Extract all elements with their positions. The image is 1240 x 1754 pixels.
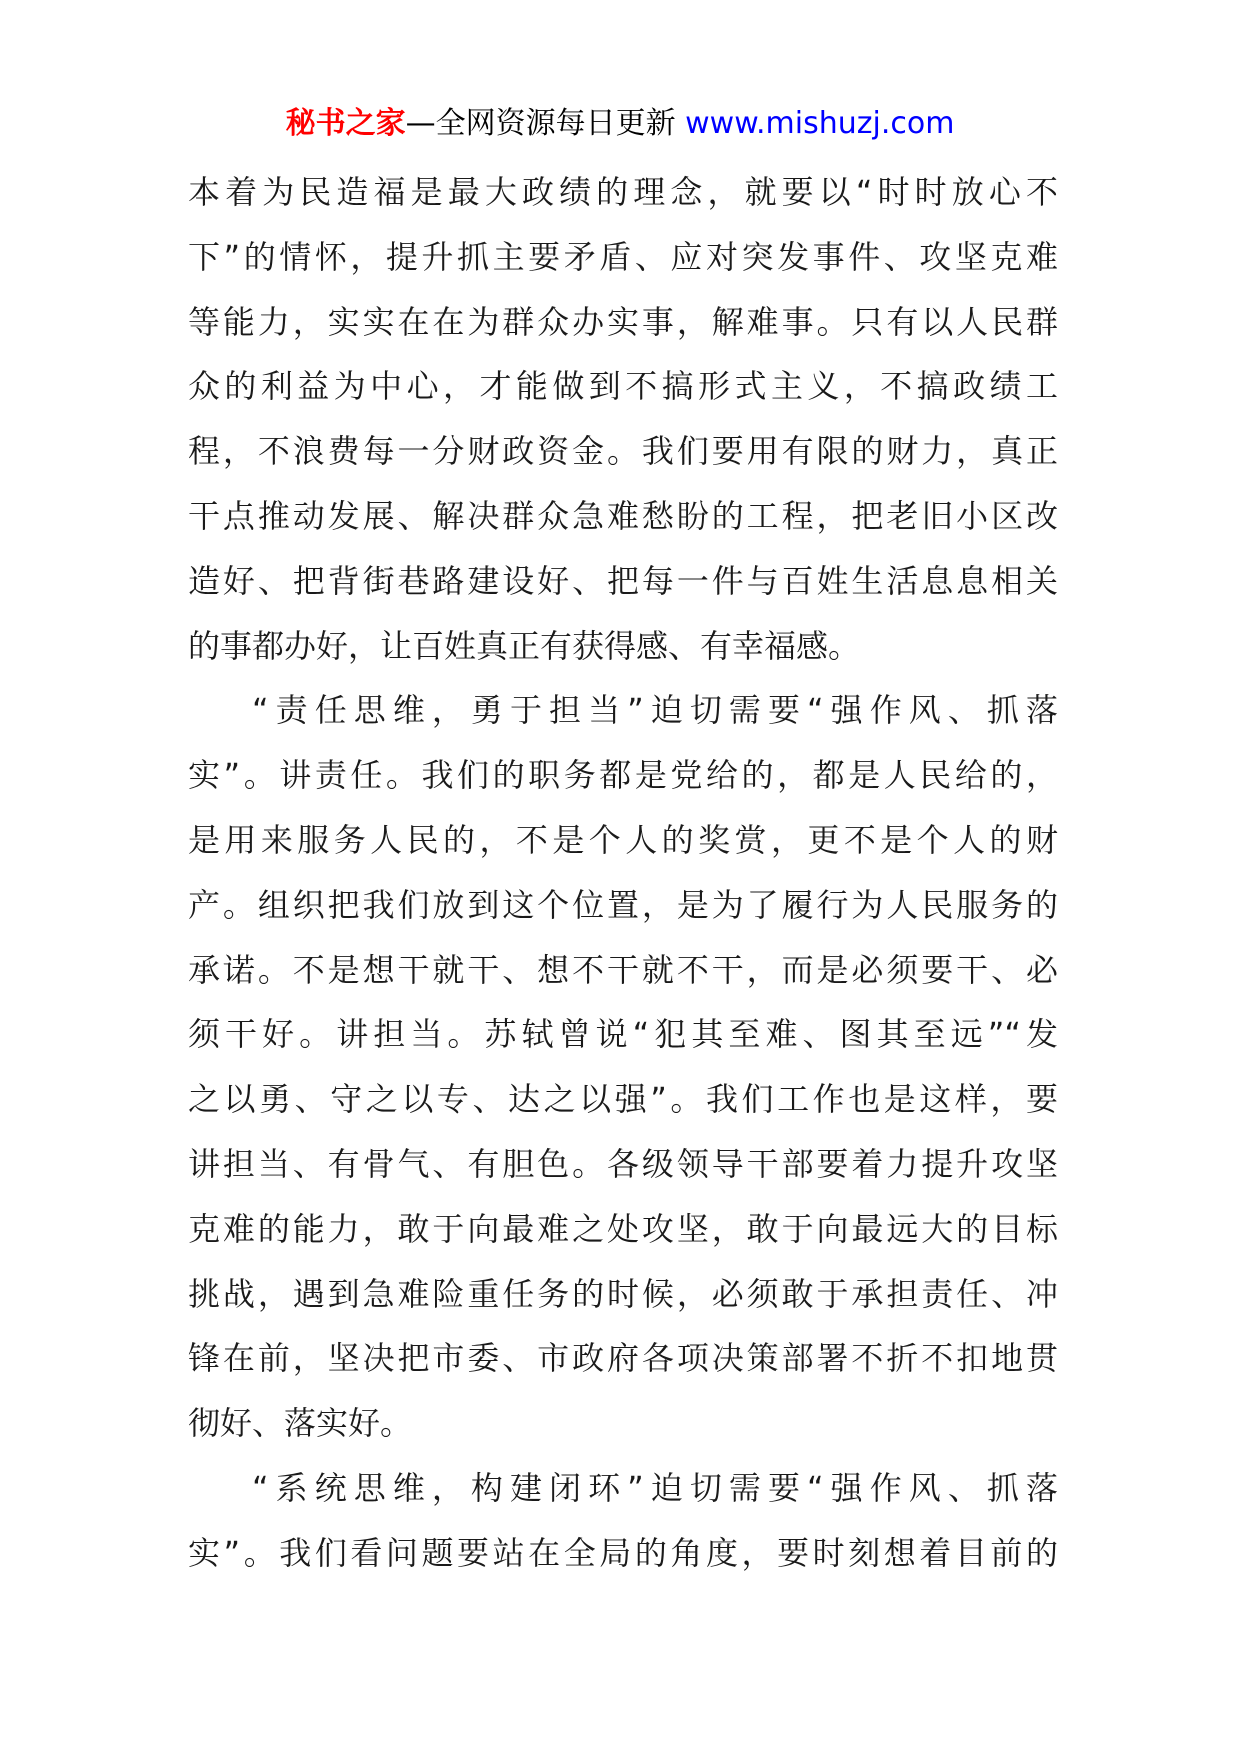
text-line: 等能力，实实在在为群众办实事，解难事。只有以人民群 [188,302,1058,341]
text-line: 下”的情怀，提升抓主要矛盾、应对突发事件、攻坚克难 [188,237,1058,276]
text-line: 实”。讲责任。我们的职务都是党给的，都是人民给的， [188,756,1058,795]
text-line: 众的利益为中心，才能做到不搞形式主义，不搞政绩工 [188,367,1058,406]
text-line: 造好、把背街巷路建设好、把每一件与百姓生活息息相关 [188,561,1058,600]
text-line: 是用来服务人民的，不是个人的奖赏，更不是个人的财 [188,820,1058,859]
text-line: 实”。我们看问题要站在全局的角度，要时刻想着目前的 [188,1533,1058,1572]
text-line: 克难的能力，敢于向最难之处攻坚，敢于向最远大的目标 [188,1209,1058,1248]
text-line: 产。组织把我们放到这个位置，是为了履行为人民服务的 [188,885,1058,924]
text-line: 之以勇、守之以专、达之以强”。我们工作也是这样，要 [188,1080,1058,1119]
document-body [188,160,1058,1586]
text-line: 彻好、落实好。 [188,1404,413,1443]
text-line: 干点推动发展、解决群众急难愁盼的工程，把老旧小区改 [188,496,1058,535]
text-line: “系统思维，构建闭环”迫切需要“强作风、抓落 [252,1468,1058,1507]
site-url[interactable]: www.mishuzj.com [685,106,955,141]
paragraph [188,1456,1058,1586]
site-brand: 秘书之家 [285,106,406,141]
text-line: “责任思维，勇于担当”迫切需要“强作风、抓落 [252,691,1058,730]
text-line: 挑战，遇到急难险重任务的时候，必须敢于承担责任、冲 [188,1274,1058,1313]
text-line: 讲担当、有骨气、有胆色。各级领导干部要着力提升攻坚 [188,1144,1058,1183]
paragraph [188,160,1058,678]
text-line: 承诺。不是想干就干、想不干就不干，而是必须要干、必 [188,950,1058,989]
text-line: 程，不浪费每一分财政资金。我们要用有限的财力，真正 [188,432,1058,471]
text-line: 本着为民造福是最大政绩的理念，就要以“时时放心不 [188,173,1058,211]
paragraph [188,678,1058,1456]
text-line: 的事都办好，让百姓真正有获得感、有幸福感。 [188,626,861,665]
page-header [0,98,1240,150]
text-line: 锋在前，坚决把市委、市政府各项决策部署不折不扣地贯 [188,1339,1058,1378]
site-tagline: —全网资源每日更新 [405,106,686,141]
text-line: 须干好。讲担当。苏轼曾说“犯其至难、图其至远”“发 [188,1015,1058,1054]
